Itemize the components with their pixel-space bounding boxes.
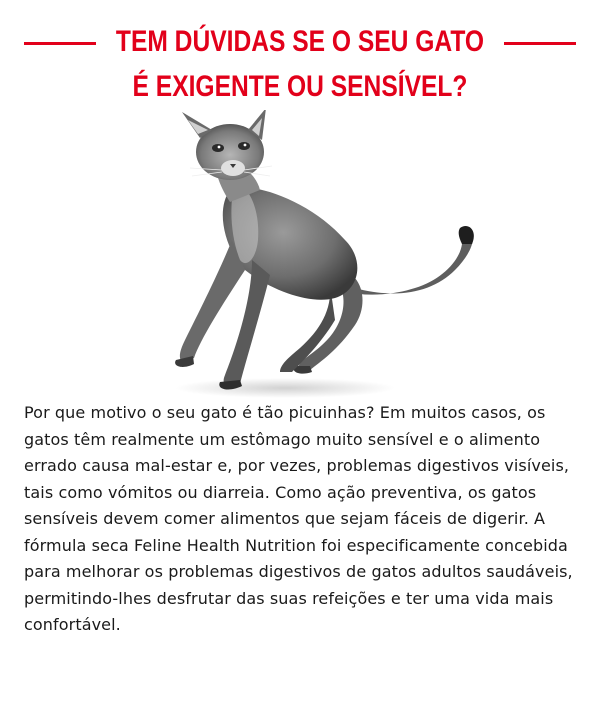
cat-photo	[160, 110, 500, 402]
body-paragraph: Por que motivo o seu gato é tão picuinhas? Em muitos casos, os gatos têm realmente um estômago muito sensível e o alimento errado causa mal-estar e, por vezes, problemas digestivos visíveis, tais como vómitos ou diarreia. Como ação preventiva, os gatos sensíveis devem comer alimentos que sejam fáceis de digerir. A fórmula seca Feline Health Nutrition foi especificamente concebida para melhorar os problemas digestivos de gatos adultos saudáveis, permitindo-lhes desfrutar das suas refeições e ter uma vida mais confortável.	[24, 403, 573, 634]
heading-line-2: É EXIGENTE OU SENSÍVEL?	[132, 70, 468, 103]
heading-line-1: TEM DÚVIDAS SE O SEU GATO	[115, 25, 485, 58]
